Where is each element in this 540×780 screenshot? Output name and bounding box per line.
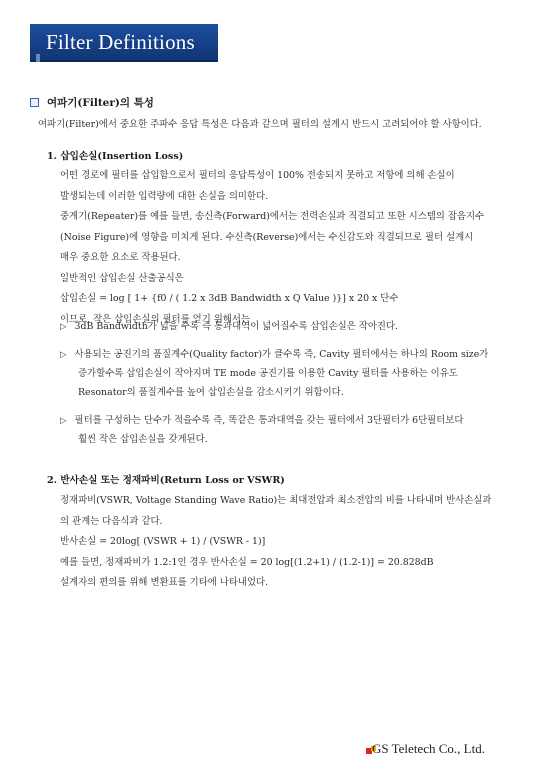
section1-title: 1. 삽입손실(Insertion Loss) bbox=[47, 151, 184, 162]
square-bullet-icon bbox=[30, 98, 39, 107]
page-title: Filter Definitions bbox=[46, 30, 195, 54]
banner-notch bbox=[36, 54, 40, 62]
section2-line: 설계자의 편의를 위해 변환표를 기타에 나타내었다. bbox=[60, 577, 269, 588]
bullet-line: Resonator의 품질계수를 높여 삽입손실을 감소시키기 위함이다. bbox=[78, 387, 344, 398]
triangle-bullet-icon: ▷ bbox=[60, 350, 67, 360]
bullet-text: 사용되는 공진기의 품질계수(Quality factor)가 클수록 즉, Cavity 필터에서는 하나의 Room size가 bbox=[74, 349, 489, 360]
bullet-line: 증가할수록 삽입손실이 작아지며 TE mode 공진기를 이용한 Cavity 필터를 사용하는 이유도 bbox=[78, 368, 458, 379]
section-heading bbox=[30, 95, 154, 110]
section1-line: 어떤 경로에 필터를 삽입함으로서 필터의 응답특성이 100% 전송되지 못하고 저항에 의해 손실이 bbox=[60, 170, 455, 181]
heading-text: 여파기(Filter)의 특성 bbox=[47, 97, 154, 109]
bullet-line: 훨씬 작은 삽입손실을 갖게된다. bbox=[78, 434, 208, 445]
bullet-line bbox=[60, 320, 398, 334]
section2-line: 정재파비(VSWR, Voltage Standing Wave Ratio)는 최대전압과 최소전압의 비를 나타내며 반사손실과 bbox=[60, 495, 492, 506]
section1-line: 이므로, 작은 삽입손실의 필터를 얻기 위해서는 bbox=[60, 313, 250, 325]
section1-line: 매우 중요한 요소로 작용된다. bbox=[60, 252, 181, 263]
section1-line: 중계기(Repeater)를 예를 들면, 송신측(Forward)에서는 전력손실과 직결되고 또한 시스템의 잡음지수 bbox=[60, 211, 485, 222]
bullet-text: 3dB Bandwidth가 넓을 수록 즉 통과대역이 넓어질수록 삽입손실은 작아진다. bbox=[74, 321, 398, 332]
section1-line: 삽입손실 = log [ 1+ {f0 / ( 1.2 x 3dB Bandwidth x Q Value )}] x 20 x 단수 bbox=[60, 293, 399, 304]
section2-line: 반사손실 = 20log[ (VSWR + 1) / (VSWR - 1)] bbox=[60, 536, 266, 547]
bullet-line bbox=[60, 414, 463, 428]
section2-title: 2. 반사손실 또는 정재파비(Return Loss or VSWR) bbox=[47, 475, 285, 486]
footer-company-name: GS Teletech Co., Ltd. bbox=[372, 741, 485, 756]
triangle-bullet-icon: ▷ bbox=[60, 322, 67, 332]
section1-line: 발생되는데 이러한 입력량에 대한 손실을 의미한다. bbox=[60, 190, 269, 202]
triangle-bullet-icon: ▷ bbox=[60, 416, 67, 426]
bullet-text: 필터를 구성하는 단수가 적을수록 즉, 똑같은 통과대역을 갖는 필터에서 3단필터가 6단필터보다 bbox=[74, 415, 464, 426]
section2-line: 의 관계는 다음식과 같다. bbox=[60, 515, 163, 527]
bullet-line bbox=[60, 348, 488, 362]
intro-paragraph: 여파기(Filter)에서 중요한 주파수 응답 특성은 다음과 같으며 필터의 설계시 반드시 고려되어야 할 사항이다. bbox=[38, 119, 482, 130]
section2-line: 예를 들면, 정재파비가 1.2:1인 경우 반사손실 = 20 log[(1.2+1) / (1.2-1)] = 20.828dB bbox=[60, 556, 434, 568]
section1-line: 일반적인 삽입손실 산출공식은 bbox=[60, 272, 184, 284]
section1-line: (Noise Figure)에 영향을 미치게 된다. 수신측(Reverse)에서는 수신감도와 직결되므로 필터 설계시 bbox=[60, 231, 474, 243]
